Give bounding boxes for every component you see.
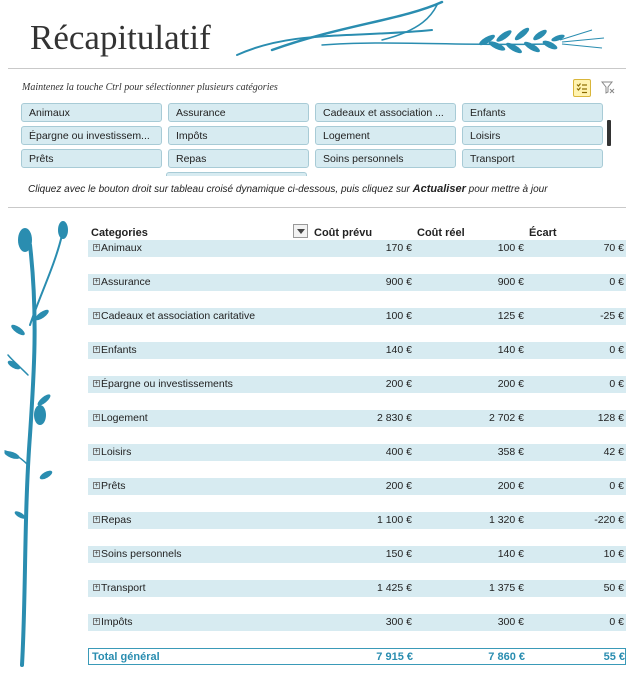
header-categories: Categories <box>91 227 148 239</box>
clear-filter-button[interactable] <box>599 79 617 97</box>
table-row[interactable] <box>88 546 626 563</box>
expand-icon[interactable]: + <box>94 515 99 523</box>
row-planned: 300 € <box>385 616 412 628</box>
total-planned: 7 915 € <box>376 651 413 663</box>
table-row[interactable] <box>88 512 626 529</box>
plant-decoration <box>0 215 80 675</box>
row-planned: 2 830 € <box>376 412 412 424</box>
row-category: Assurance <box>101 276 151 288</box>
row-category: Enfants <box>101 344 137 356</box>
row-variance: 70 € <box>603 242 624 254</box>
section-divider <box>8 207 626 208</box>
pivot-table[interactable] <box>88 224 626 665</box>
slicer-item[interactable]: Cadeaux et association ... <box>315 103 456 122</box>
row-category: Prêts <box>101 480 126 492</box>
expand-icon[interactable]: + <box>94 311 99 319</box>
row-actual: 358 € <box>497 446 524 458</box>
expand-icon[interactable]: + <box>94 413 99 421</box>
total-actual: 7 860 € <box>488 651 525 663</box>
refresh-note-suffix: pour mettre à jour <box>468 184 548 195</box>
table-row[interactable] <box>88 614 626 631</box>
grand-total-row[interactable] <box>88 648 626 665</box>
slicer-item[interactable]: Logement <box>315 126 456 145</box>
row-actual: 125 € <box>497 310 524 322</box>
expand-icon[interactable]: + <box>94 243 99 251</box>
row-actual: 900 € <box>497 276 524 288</box>
table-row[interactable] <box>88 240 626 257</box>
table-row[interactable] <box>88 478 626 495</box>
multi-select-icon <box>576 82 588 94</box>
row-actual: 2 702 € <box>488 412 524 424</box>
row-category: Loisirs <box>101 446 132 458</box>
header-variance: Écart <box>529 227 557 239</box>
row-category: Épargne ou investissements <box>101 378 233 390</box>
filter-dropdown-icon <box>297 229 305 234</box>
row-planned: 200 € <box>385 378 412 390</box>
row-variance: 10 € <box>603 548 624 560</box>
row-actual: 1 320 € <box>488 514 524 526</box>
page-title: Récapitulatif <box>30 18 211 57</box>
refresh-note-text: Cliquez avec le bouton droit sur tableau croisé dynamique ci-dessous, puis cliquez sur <box>28 184 410 195</box>
category-filter-button[interactable] <box>293 224 308 238</box>
pivot-header-row <box>88 224 626 240</box>
expand-icon[interactable]: + <box>94 481 99 489</box>
row-category: Animaux <box>101 242 142 254</box>
total-variance: 55 € <box>603 651 625 663</box>
slicer-item[interactable]: Animaux <box>21 103 162 122</box>
row-variance: 42 € <box>603 446 624 458</box>
slicer-item[interactable]: Assurance <box>168 103 309 122</box>
row-variance: 0 € <box>609 378 624 390</box>
row-planned: 1 425 € <box>376 582 412 594</box>
row-category: Impôts <box>101 616 133 628</box>
total-label: Total général <box>92 651 160 663</box>
header-actual-cost: Coût réel <box>417 227 465 239</box>
row-planned: 1 100 € <box>376 514 412 526</box>
row-planned: 400 € <box>385 446 412 458</box>
slicer-item[interactable]: Repas <box>168 149 309 168</box>
clear-filter-icon <box>601 81 615 95</box>
header-planned-cost: Coût prévu <box>314 227 373 239</box>
multi-select-button[interactable] <box>573 79 591 97</box>
refresh-instruction <box>28 183 548 195</box>
row-variance: 0 € <box>609 276 624 288</box>
expand-icon[interactable]: + <box>94 549 99 557</box>
row-variance: 0 € <box>609 480 624 492</box>
table-row[interactable] <box>88 274 626 291</box>
row-variance: 50 € <box>603 582 624 594</box>
row-category: Cadeaux et association caritative <box>101 310 256 322</box>
expand-icon[interactable]: + <box>94 277 99 285</box>
row-actual: 200 € <box>497 480 524 492</box>
expand-icon[interactable]: + <box>94 583 99 591</box>
row-variance: 0 € <box>609 344 624 356</box>
refresh-note-keyword: Actualiser <box>412 183 466 195</box>
table-row[interactable] <box>88 580 626 597</box>
row-category: Logement <box>101 412 148 424</box>
row-category: Transport <box>101 582 146 594</box>
slicer-scrollbar[interactable] <box>604 100 615 174</box>
row-category: Repas <box>101 514 132 526</box>
table-row[interactable] <box>88 376 626 393</box>
scrollbar-thumb[interactable] <box>607 120 611 146</box>
table-row[interactable] <box>88 410 626 427</box>
row-actual: 140 € <box>497 344 524 356</box>
expand-icon[interactable]: + <box>94 617 99 625</box>
slicer-item[interactable]: Loisirs <box>462 126 603 145</box>
slicer-item[interactable]: Prêts <box>21 149 162 168</box>
row-planned: 100 € <box>385 310 412 322</box>
slicer-item[interactable]: Épargne ou investissem... <box>21 126 162 145</box>
row-planned: 200 € <box>385 480 412 492</box>
row-variance: 0 € <box>609 616 624 628</box>
slicer-item-partial[interactable] <box>166 172 307 176</box>
row-variance: -25 € <box>600 310 624 322</box>
expand-icon[interactable]: + <box>94 345 99 353</box>
row-category: Soins personnels <box>101 548 182 560</box>
row-planned: 170 € <box>385 242 412 254</box>
row-actual: 140 € <box>497 548 524 560</box>
table-row[interactable] <box>88 308 626 325</box>
header-divider <box>8 68 626 69</box>
category-slicer <box>21 103 599 168</box>
expand-icon[interactable]: + <box>94 379 99 387</box>
row-actual: 1 375 € <box>488 582 524 594</box>
row-planned: 150 € <box>385 548 412 560</box>
slicer-item[interactable]: Enfants <box>462 103 603 122</box>
slicer-item[interactable]: Transport <box>462 149 603 168</box>
row-actual: 300 € <box>497 616 524 628</box>
table-row[interactable] <box>88 342 626 359</box>
row-actual: 200 € <box>497 378 524 390</box>
expand-icon[interactable]: + <box>94 447 99 455</box>
slicer-item[interactable]: Impôts <box>168 126 309 145</box>
row-planned: 900 € <box>385 276 412 288</box>
row-planned: 140 € <box>385 344 412 356</box>
row-variance: 128 € <box>597 412 624 424</box>
row-actual: 100 € <box>497 242 524 254</box>
table-row[interactable] <box>88 444 626 461</box>
slicer-instruction: Maintenez la touche Ctrl pour sélectionner plusieurs catégories <box>22 82 278 93</box>
wheat-decoration <box>232 0 612 62</box>
slicer-item[interactable]: Soins personnels <box>315 149 456 168</box>
row-variance: -220 € <box>594 514 624 526</box>
